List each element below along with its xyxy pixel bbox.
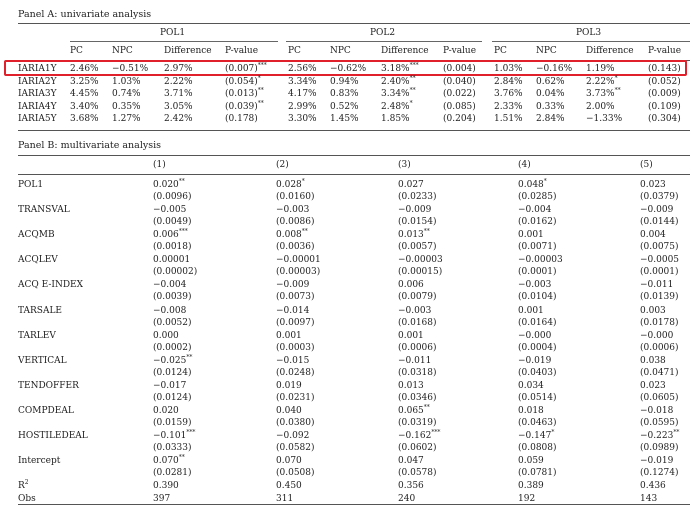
std-error-cell: (0.0602) bbox=[398, 443, 437, 453]
row-label: IARIA4Y bbox=[18, 101, 57, 112]
table-cell: (0.178) bbox=[225, 114, 258, 124]
std-error-cell: (0.0605) bbox=[640, 392, 679, 403]
coefficient-cell: −0.0005 bbox=[640, 255, 680, 266]
table-cell: 2.22%* bbox=[586, 74, 618, 87]
std-error-cell: (0.0144) bbox=[640, 217, 679, 228]
group-header-pol1: POL1 bbox=[160, 28, 186, 38]
table-cell: 3.34% bbox=[288, 76, 317, 87]
column-header-pvalue: P-value bbox=[443, 46, 477, 56]
table-cell: 1.45% bbox=[330, 114, 359, 124]
coefficient-cell: 0.065** bbox=[398, 403, 430, 416]
coefficient-cell: 0.001 bbox=[276, 330, 302, 341]
coefficient-cell: −0.015 bbox=[276, 355, 310, 366]
table-cell: 2.42% bbox=[164, 114, 193, 124]
variable-label: HOSTILEDEAL bbox=[18, 431, 88, 441]
column-header-model-5: (5) bbox=[640, 160, 653, 170]
std-error-cell: (0.0231) bbox=[276, 392, 315, 403]
std-error-cell: (0.0124) bbox=[153, 392, 192, 403]
coefficient-cell: −0.003 bbox=[398, 305, 432, 316]
std-error-cell: (0.0514) bbox=[518, 392, 557, 403]
std-error-cell: (0.0097) bbox=[276, 317, 315, 328]
std-error-cell: (0.0154) bbox=[398, 217, 437, 228]
coefficient-cell: −0.004 bbox=[153, 280, 187, 291]
column-header-difference: Difference bbox=[164, 46, 212, 56]
coefficient-cell: −0.008 bbox=[153, 305, 187, 316]
coefficient-cell: −0.009 bbox=[398, 205, 432, 216]
std-error-cell: (0.0052) bbox=[153, 317, 192, 328]
coefficient-cell: −0.011 bbox=[398, 355, 432, 366]
table-cell: (0.204) bbox=[443, 114, 476, 124]
table-cell: 4.17% bbox=[288, 89, 317, 99]
coefficient-cell: −0.147* bbox=[518, 429, 555, 441]
coefficient-cell: 0.048* bbox=[518, 178, 547, 190]
table-cell: (0.004) bbox=[443, 64, 476, 74]
table-cell: −1.33% bbox=[586, 114, 623, 124]
coefficient-cell: −0.000 bbox=[640, 330, 674, 341]
std-error-cell: (0.0006) bbox=[640, 342, 679, 353]
variable-label: TRANSVAL bbox=[18, 205, 70, 216]
variable-label: TARSALE bbox=[18, 305, 62, 316]
std-error-cell: (0.0124) bbox=[153, 367, 192, 378]
coefficient-cell: 0.013** bbox=[398, 228, 430, 241]
table-cell: 1.51% bbox=[494, 114, 523, 124]
std-error-cell: (0.0379) bbox=[640, 192, 679, 202]
coefficient-cell: −0.00003 bbox=[518, 255, 563, 266]
coefficient-cell: 0.013 bbox=[398, 380, 424, 391]
coefficient-cell: −0.162*** bbox=[398, 429, 441, 441]
table-cell: 1.03% bbox=[494, 64, 523, 74]
std-error-cell: (0.0471) bbox=[640, 367, 679, 378]
std-error-cell: (0.0079) bbox=[398, 292, 437, 303]
table-cell: 3.40% bbox=[70, 101, 99, 112]
r-squared-cell: 0.356 bbox=[398, 481, 424, 492]
std-error-cell: (0.0139) bbox=[640, 292, 679, 303]
table-cell: 0.52% bbox=[330, 101, 359, 112]
std-error-cell: (0.0018) bbox=[153, 242, 192, 253]
variable-label: TENDOFFER bbox=[18, 380, 79, 391]
panel-b-header-rule bbox=[18, 174, 690, 175]
table-cell: 3.30% bbox=[288, 114, 317, 124]
std-error-cell: (0.0159) bbox=[153, 417, 192, 428]
obs-label: Obs bbox=[18, 494, 36, 505]
table-cell: (0.143) bbox=[648, 64, 681, 74]
table-cell: 2.22% bbox=[164, 76, 193, 87]
std-error-cell: (0.0578) bbox=[398, 468, 437, 479]
std-error-cell: (0.0318) bbox=[398, 367, 437, 378]
column-header-model-1: (1) bbox=[153, 160, 166, 170]
std-error-cell: (0.0006) bbox=[398, 342, 437, 353]
std-error-cell: (0.0233) bbox=[398, 192, 437, 202]
std-error-cell: (0.0075) bbox=[640, 242, 679, 253]
coefficient-cell: −0.019 bbox=[518, 355, 552, 366]
coefficient-cell: −0.003 bbox=[276, 205, 310, 216]
table-cell: 2.33% bbox=[494, 101, 523, 112]
column-header-pvalue: P-value bbox=[225, 46, 259, 56]
column-header-model-2: (2) bbox=[276, 160, 289, 170]
table-cell: (0.007)*** bbox=[225, 62, 267, 74]
table-cell: 2.40%** bbox=[381, 74, 416, 87]
coefficient-cell: −0.005 bbox=[153, 205, 187, 216]
coefficient-cell: 0.028* bbox=[276, 178, 305, 190]
coefficient-cell: 0.008** bbox=[276, 228, 308, 241]
table-cell: 2.97% bbox=[164, 64, 193, 74]
std-error-cell: (0.0004) bbox=[518, 342, 557, 353]
coefficient-cell: −0.003 bbox=[518, 280, 552, 291]
coefficient-cell: −0.004 bbox=[518, 205, 552, 216]
table-cell: 1.27% bbox=[112, 114, 141, 124]
r-squared-cell: 0.389 bbox=[518, 481, 544, 492]
coefficient-cell: 0.004 bbox=[640, 230, 666, 241]
table-cell: (0.009) bbox=[648, 89, 681, 99]
table-cell: 3.25% bbox=[70, 76, 99, 87]
table-cell: 3.05% bbox=[164, 101, 193, 112]
group-header-pol2: POL2 bbox=[370, 28, 396, 38]
coefficient-cell: −0.000 bbox=[518, 330, 552, 341]
coefficient-cell: 0.019 bbox=[276, 380, 302, 391]
column-header-pc: PC bbox=[494, 46, 507, 56]
std-error-cell: (0.0160) bbox=[276, 192, 315, 202]
group-header-pol3: POL3 bbox=[576, 28, 602, 38]
std-error-cell: (0.0071) bbox=[518, 242, 557, 253]
top-rule bbox=[18, 23, 690, 24]
panel-b-title: Panel B: multivariate analysis bbox=[18, 140, 162, 151]
table-cell: 3.76% bbox=[494, 89, 523, 99]
coefficient-cell: 0.001 bbox=[398, 330, 424, 341]
coefficient-cell: 0.00001 bbox=[153, 255, 191, 266]
column-header-npc: NPC bbox=[112, 46, 133, 56]
column-header-difference: Difference bbox=[586, 46, 634, 56]
coefficient-cell: 0.003 bbox=[640, 305, 666, 316]
std-error-cell: (0.0281) bbox=[153, 468, 192, 479]
r-squared-cell: 0.436 bbox=[640, 481, 666, 492]
variable-label: ACQMB bbox=[18, 230, 55, 241]
coefficient-cell: 0.018 bbox=[518, 405, 544, 416]
group-rule-pol2 bbox=[286, 41, 482, 42]
table-cell: (0.052) bbox=[648, 76, 681, 87]
coefficient-cell: 0.006*** bbox=[153, 228, 188, 241]
obs-cell: 311 bbox=[276, 494, 294, 505]
coefficient-cell: 0.047 bbox=[398, 456, 424, 467]
coefficient-cell: 0.023 bbox=[640, 380, 666, 391]
std-error-cell: (0.0178) bbox=[640, 317, 679, 328]
coefficient-cell: −0.101*** bbox=[153, 429, 196, 441]
group-rule-pol1 bbox=[70, 41, 278, 42]
std-error-cell: (0.0049) bbox=[153, 217, 192, 228]
obs-cell: 192 bbox=[518, 494, 536, 505]
table-cell: 2.84% bbox=[494, 76, 523, 87]
table-cell: (0.304) bbox=[648, 114, 681, 124]
row-label: IARIA3Y bbox=[18, 89, 57, 99]
coefficient-cell: 0.040 bbox=[276, 405, 302, 416]
coefficient-cell: 0.020 bbox=[153, 405, 179, 416]
coefficient-cell: 0.001 bbox=[518, 230, 544, 241]
r-squared-cell: 0.390 bbox=[153, 481, 179, 492]
obs-cell: 240 bbox=[398, 494, 416, 505]
std-error-cell: (0.0086) bbox=[276, 217, 315, 228]
coefficient-cell: 0.027 bbox=[398, 180, 424, 190]
std-error-cell: (0.0403) bbox=[518, 367, 557, 378]
coefficient-cell: −0.00003 bbox=[398, 255, 443, 266]
std-error-cell: (0.0595) bbox=[640, 417, 679, 428]
std-error-cell: (0.0096) bbox=[153, 192, 192, 202]
table-cell: 3.34%** bbox=[381, 87, 416, 99]
group-rule-pol3 bbox=[492, 41, 690, 42]
coefficient-cell: 0.020** bbox=[153, 178, 185, 190]
table-cell: (0.040) bbox=[443, 76, 476, 87]
table-cell: 3.73%** bbox=[586, 87, 621, 99]
std-error-cell: (0.0104) bbox=[518, 292, 557, 303]
table-cell: 0.04% bbox=[536, 89, 565, 99]
std-error-cell: (0.0036) bbox=[276, 242, 315, 253]
coefficient-cell: 0.034 bbox=[518, 380, 544, 391]
coefficient-cell: 0.006 bbox=[398, 280, 424, 291]
table-cell: 2.84% bbox=[536, 114, 565, 124]
coefficient-cell: 0.038 bbox=[640, 355, 666, 366]
coefficient-cell: −0.011 bbox=[640, 280, 674, 291]
table-cell: 2.00% bbox=[586, 101, 615, 112]
variable-label: POL1 bbox=[18, 180, 44, 190]
table-cell: 2.99% bbox=[288, 101, 317, 112]
coefficient-cell: −0.025** bbox=[153, 353, 193, 366]
variable-label: COMPDEAL bbox=[18, 405, 74, 416]
r-squared-label: $R^2$ bbox=[18, 479, 29, 492]
table-cell: 2.48%* bbox=[381, 99, 413, 112]
coefficient-cell: 0.070 bbox=[276, 456, 302, 467]
std-error-cell: (0.0073) bbox=[276, 292, 315, 303]
std-error-cell: (0.0164) bbox=[518, 317, 557, 328]
std-error-cell: (0.0582) bbox=[276, 443, 315, 453]
table-cell: 0.74% bbox=[112, 89, 141, 99]
table-cell: 0.35% bbox=[112, 101, 141, 112]
std-error-cell: (0.0463) bbox=[518, 417, 557, 428]
std-error-cell: (0.0168) bbox=[398, 317, 437, 328]
row-label: IARIA5Y bbox=[18, 114, 57, 124]
table-cell: 3.71% bbox=[164, 89, 193, 99]
std-error-cell: (0.00002) bbox=[153, 267, 198, 278]
table-cell: (0.109) bbox=[648, 101, 681, 112]
column-header-difference: Difference bbox=[381, 46, 429, 56]
std-error-cell: (0.0285) bbox=[518, 192, 557, 202]
std-error-cell: (0.00015) bbox=[398, 267, 443, 278]
std-error-cell: (0.0162) bbox=[518, 217, 557, 228]
panel-a-bottom-rule bbox=[18, 130, 690, 131]
table-cell: 2.46% bbox=[70, 64, 99, 74]
std-error-cell: (0.0989) bbox=[640, 443, 679, 453]
coefficient-cell: 0.001 bbox=[518, 305, 544, 316]
std-error-cell: (0.0781) bbox=[518, 468, 557, 479]
coefficient-cell: −0.019 bbox=[640, 456, 674, 467]
table-cell: 4.45% bbox=[70, 89, 99, 99]
std-error-cell: (0.0001) bbox=[518, 267, 557, 278]
obs-cell: 143 bbox=[640, 494, 658, 505]
table-cell: (0.039)** bbox=[225, 99, 264, 112]
variable-label: TARLEV bbox=[18, 330, 56, 341]
coefficient-cell: −0.223** bbox=[640, 429, 680, 441]
obs-cell: 397 bbox=[153, 494, 171, 505]
coefficient-cell: −0.009 bbox=[276, 280, 310, 291]
std-error-cell: (0.0319) bbox=[398, 417, 437, 428]
std-error-cell: (0.0001) bbox=[640, 267, 679, 278]
table-cell: (0.022) bbox=[443, 89, 476, 99]
table-cell: 3.68% bbox=[70, 114, 99, 124]
table-cell: 2.56% bbox=[288, 64, 317, 74]
column-header-npc: NPC bbox=[536, 46, 557, 56]
coefficient-cell: 0.059 bbox=[518, 456, 544, 467]
table-cell: 0.62% bbox=[536, 76, 565, 87]
std-error-cell: (0.0380) bbox=[276, 417, 315, 428]
table-cell: 3.18%*** bbox=[381, 62, 419, 74]
table-cell: 0.33% bbox=[536, 101, 565, 112]
column-header-model-3: (3) bbox=[398, 160, 411, 170]
panel-b-top-rule bbox=[18, 155, 690, 156]
column-header-npc: NPC bbox=[330, 46, 351, 56]
std-error-cell: (0.0333) bbox=[153, 443, 192, 453]
panel-a-title: Panel A: univariate analysis bbox=[18, 9, 152, 20]
coefficient-cell: −0.018 bbox=[640, 405, 674, 416]
std-error-cell: (0.0508) bbox=[276, 468, 315, 479]
column-header-pc: PC bbox=[70, 46, 83, 56]
std-error-cell: (0.0346) bbox=[398, 392, 437, 403]
std-error-cell: (0.0002) bbox=[153, 342, 192, 353]
std-error-cell: (0.1274) bbox=[640, 468, 679, 479]
std-error-cell: (0.0039) bbox=[153, 292, 192, 303]
coefficient-cell: 0.070** bbox=[153, 454, 185, 467]
table-cell: (0.013)** bbox=[225, 87, 264, 99]
panel-b-bottom-rule bbox=[18, 504, 690, 505]
table-cell: 0.83% bbox=[330, 89, 359, 99]
row-label: IARIA2Y bbox=[18, 76, 57, 87]
variable-label: ACQLEV bbox=[18, 255, 58, 266]
table-cell: −0.62% bbox=[330, 64, 367, 74]
coefficient-cell: 0.000 bbox=[153, 330, 179, 341]
std-error-cell: (0.0003) bbox=[276, 342, 315, 353]
table-cell: −0.51% bbox=[112, 64, 149, 74]
table-cell: −0.16% bbox=[536, 64, 573, 74]
column-header-model-4: (4) bbox=[518, 160, 531, 170]
std-error-cell: (0.0808) bbox=[518, 443, 557, 453]
coefficient-cell: −0.00001 bbox=[276, 255, 321, 266]
std-error-cell: (0.0248) bbox=[276, 367, 315, 378]
row-label: IARIA1Y bbox=[18, 64, 57, 74]
variable-label: ACQ E-INDEX bbox=[18, 280, 84, 291]
coefficient-cell: −0.014 bbox=[276, 305, 310, 316]
table-cell: 1.19% bbox=[586, 64, 615, 74]
column-header-pvalue: P-value bbox=[648, 46, 682, 56]
table-cell: 0.94% bbox=[330, 76, 359, 87]
coefficient-cell: −0.092 bbox=[276, 431, 310, 441]
coefficient-cell: −0.009 bbox=[640, 205, 674, 216]
table-cell: 1.03% bbox=[112, 76, 141, 87]
std-error-cell: (0.00003) bbox=[276, 267, 321, 278]
table-cell: (0.085) bbox=[443, 101, 476, 112]
coefficient-cell: −0.017 bbox=[153, 380, 187, 391]
std-error-cell: (0.0057) bbox=[398, 242, 437, 253]
column-header-pc: PC bbox=[288, 46, 301, 56]
r-squared-cell: 0.450 bbox=[276, 481, 302, 492]
variable-label: VERTICAL bbox=[18, 355, 67, 366]
table-cell: (0.054)* bbox=[225, 74, 261, 87]
coefficient-cell: 0.023 bbox=[640, 180, 666, 190]
variable-label: Intercept bbox=[18, 456, 61, 467]
table-cell: 1.85% bbox=[381, 114, 410, 124]
